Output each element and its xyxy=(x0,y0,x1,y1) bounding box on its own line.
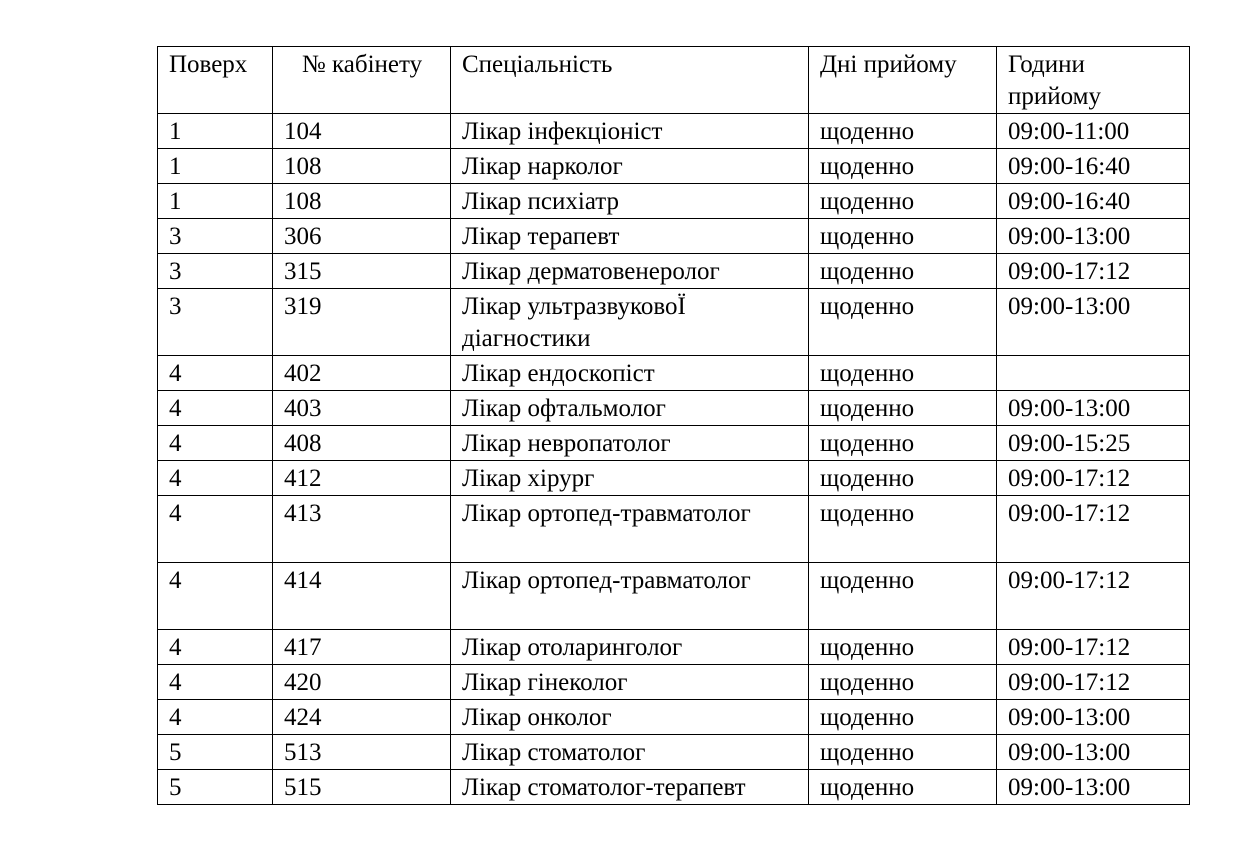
cell-specialty: Лікар дерматовенеролог xyxy=(451,254,809,289)
cell-specialty: Лікар ортопед-травматолог xyxy=(451,496,809,563)
table-header xyxy=(158,47,1190,114)
cell-room: 417 xyxy=(273,630,451,665)
cell-specialty: Лікар інфекціоніст xyxy=(451,114,809,149)
cell-days: щоденно xyxy=(809,630,997,665)
cell-room: 420 xyxy=(273,665,451,700)
cell-days: щоденно xyxy=(809,461,997,496)
cell-days: щоденно xyxy=(809,114,997,149)
cell-room: 424 xyxy=(273,700,451,735)
cell-days: щоденно xyxy=(809,700,997,735)
cell-days: щоденно xyxy=(809,426,997,461)
table-row xyxy=(158,356,1190,391)
cell-floor: 4 xyxy=(158,461,273,496)
table-row xyxy=(158,735,1190,770)
cell-hours xyxy=(997,356,1190,391)
table-row xyxy=(158,563,1190,630)
cell-floor: 1 xyxy=(158,184,273,219)
cell-hours: 09:00-17:12 xyxy=(997,563,1190,630)
cell-room: 513 xyxy=(273,735,451,770)
cell-hours: 09:00-16:40 xyxy=(997,184,1190,219)
cell-specialty: Лікар ультразвуковоЇ діагностики xyxy=(451,289,809,356)
cell-specialty: Лікар ендоскопіст xyxy=(451,356,809,391)
cell-room: 408 xyxy=(273,426,451,461)
cell-hours: 09:00-13:00 xyxy=(997,735,1190,770)
cell-specialty: Лікар онколог xyxy=(451,700,809,735)
cell-room: 108 xyxy=(273,149,451,184)
cell-floor: 4 xyxy=(158,496,273,563)
cell-hours: 09:00-16:40 xyxy=(997,149,1190,184)
cell-days: щоденно xyxy=(809,665,997,700)
table-row xyxy=(158,391,1190,426)
cell-days: щоденно xyxy=(809,356,997,391)
cell-hours: 09:00-17:12 xyxy=(997,665,1190,700)
table-row xyxy=(158,254,1190,289)
table-row xyxy=(158,184,1190,219)
cell-days: щоденно xyxy=(809,254,997,289)
header-floor: Поверх xyxy=(158,47,273,114)
cell-hours: 09:00-13:00 xyxy=(997,289,1190,356)
table-row xyxy=(158,496,1190,563)
cell-specialty: Лікар ортопед-травматолог xyxy=(451,563,809,630)
cell-floor: 4 xyxy=(158,700,273,735)
cell-specialty: Лікар психіатр xyxy=(451,184,809,219)
cell-days: щоденно xyxy=(809,149,997,184)
cell-room: 412 xyxy=(273,461,451,496)
table-row xyxy=(158,461,1190,496)
cell-hours: 09:00-13:00 xyxy=(997,391,1190,426)
cell-specialty: Лікар невропатолог xyxy=(451,426,809,461)
cell-floor: 3 xyxy=(158,289,273,356)
cell-days: щоденно xyxy=(809,770,997,805)
table-row xyxy=(158,289,1190,356)
cell-specialty: Лікар хірург xyxy=(451,461,809,496)
header-row xyxy=(158,47,1190,114)
table-row xyxy=(158,665,1190,700)
cell-specialty: Лікар офтальмолог xyxy=(451,391,809,426)
table-row xyxy=(158,700,1190,735)
cell-floor: 4 xyxy=(158,426,273,461)
cell-hours: 09:00-15:25 xyxy=(997,426,1190,461)
cell-hours: 09:00-13:00 xyxy=(997,219,1190,254)
cell-room: 306 xyxy=(273,219,451,254)
table-row xyxy=(158,630,1190,665)
header-specialty: Спеціальність xyxy=(451,47,809,114)
cell-floor: 1 xyxy=(158,114,273,149)
table-row xyxy=(158,770,1190,805)
cell-hours: 09:00-17:12 xyxy=(997,254,1190,289)
cell-room: 515 xyxy=(273,770,451,805)
cell-room: 315 xyxy=(273,254,451,289)
cell-floor: 4 xyxy=(158,356,273,391)
cell-days: щоденно xyxy=(809,391,997,426)
header-hours: Години прийому xyxy=(997,47,1190,114)
cell-days: щоденно xyxy=(809,496,997,563)
cell-room: 414 xyxy=(273,563,451,630)
cell-specialty: Лікар терапевт xyxy=(451,219,809,254)
cell-room: 402 xyxy=(273,356,451,391)
cell-hours: 09:00-17:12 xyxy=(997,496,1190,563)
table-body xyxy=(158,114,1190,805)
cell-floor: 5 xyxy=(158,735,273,770)
cell-floor: 3 xyxy=(158,219,273,254)
cell-room: 413 xyxy=(273,496,451,563)
cell-room: 403 xyxy=(273,391,451,426)
cell-floor: 4 xyxy=(158,665,273,700)
header-room: № кабінету xyxy=(273,47,451,114)
cell-days: щоденно xyxy=(809,289,997,356)
cell-room: 319 xyxy=(273,289,451,356)
table-row xyxy=(158,219,1190,254)
cell-floor: 4 xyxy=(158,630,273,665)
cell-room: 108 xyxy=(273,184,451,219)
cell-room: 104 xyxy=(273,114,451,149)
table-row xyxy=(158,426,1190,461)
cell-hours: 09:00-17:12 xyxy=(997,461,1190,496)
cell-floor: 3 xyxy=(158,254,273,289)
cell-floor: 4 xyxy=(158,391,273,426)
cell-hours: 09:00-17:12 xyxy=(997,630,1190,665)
cell-specialty: Лікар стоматолог xyxy=(451,735,809,770)
cell-specialty: Лікар стоматолог-терапевт xyxy=(451,770,809,805)
cell-floor: 4 xyxy=(158,563,273,630)
table-row xyxy=(158,149,1190,184)
cell-specialty: Лікар нарколог xyxy=(451,149,809,184)
cell-floor: 5 xyxy=(158,770,273,805)
cell-floor: 1 xyxy=(158,149,273,184)
header-days: Дні прийому xyxy=(809,47,997,114)
cell-days: щоденно xyxy=(809,219,997,254)
cell-days: щоденно xyxy=(809,184,997,219)
cell-days: щоденно xyxy=(809,735,997,770)
cell-specialty: Лікар отоларинголог xyxy=(451,630,809,665)
cell-days: щоденно xyxy=(809,563,997,630)
cell-hours: 09:00-13:00 xyxy=(997,700,1190,735)
cell-hours: 09:00-11:00 xyxy=(997,114,1190,149)
cell-hours: 09:00-13:00 xyxy=(997,770,1190,805)
table-row xyxy=(158,114,1190,149)
cell-specialty: Лікар гінеколог xyxy=(451,665,809,700)
schedule-table xyxy=(157,46,1190,805)
